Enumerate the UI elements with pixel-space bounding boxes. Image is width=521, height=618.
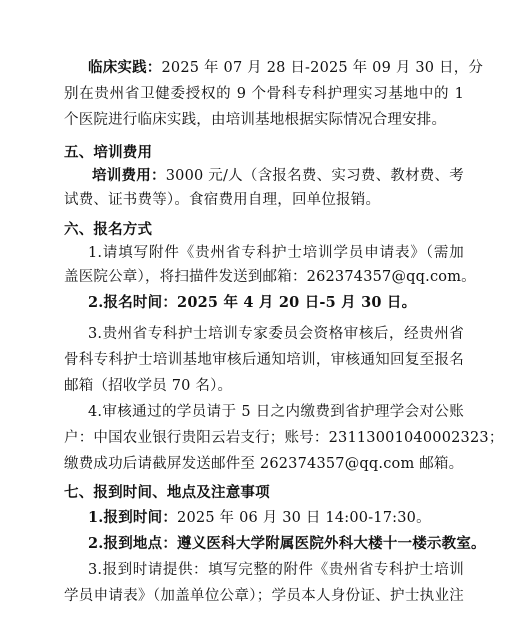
registration-item-3-line-2: 骨科专科护士培训基地审核后通知培训，审核通知回复至报名 (64, 352, 464, 368)
fee-text: 3000 元/人（含报名费、实习费、教材费、考 (165, 168, 464, 184)
registration-item-2: 2.报名时间：2025 年 4 月 20 日-5 月 30 日。 (88, 294, 417, 311)
fee-label: 培训费用： (92, 167, 166, 184)
registration-item-1-line-1: 1.请填写附件《贵州省专科护士培训学员申请表》（需加 (88, 245, 464, 261)
clinical-practice-line-3: 个医院进行临床实践，由培训基地根据实际情况合理安排。 (64, 112, 447, 128)
checkin-item-3-line-1: 3.报到时请提供：填写完整的附件《贵州省专科护士培训 (88, 562, 464, 578)
registration-item-1-line-2: 盖医院公章），将扫描件发送到邮箱：262374357@qq.com。 (64, 269, 476, 285)
registration-item-3-line-1: 3.贵州省专科护士培训专家委员会资格审核后，经贵州省 (88, 326, 464, 342)
registration-item-4-line-2: 户：中国农业银行贵阳云岩支行；账号：23113001040002323； (64, 430, 504, 446)
section-5-heading: 五、培训费用 (64, 144, 153, 161)
checkin-time-label: 1.报到时间： (88, 509, 178, 526)
section-7-heading: 七、报到时间、地点及注意事项 (64, 484, 270, 501)
registration-item-3-line-3: 邮箱（招收学员 70 名）。 (64, 378, 233, 394)
registration-item-4-line-3: 缴费成功后请截屏发送邮件至 262374357@qq.com 邮箱。 (64, 456, 464, 472)
checkin-item-1 (88, 508, 464, 528)
fee-line-1 (92, 166, 464, 186)
checkin-time-text: 2025 年 06 月 30 日 14:00-17:30。 (177, 510, 431, 526)
clinical-practice-dates: 2025 年 07 月 28 日-2025 年 09 月 30 日，分 (161, 60, 484, 76)
clinical-practice-line-1 (88, 58, 484, 78)
fee-line-2: 试费、证书费等）。食宿费用自理，回单位报销。 (64, 192, 381, 208)
clinical-practice-label: 临床实践： (88, 59, 162, 76)
checkin-item-2: 2.报到地点：遵义医科大学附属医院外科大楼十一楼示教室。 (88, 535, 486, 552)
section-6-heading: 六、报名方式 (64, 221, 153, 238)
clinical-practice-line-2: 别在贵州省卫健委授权的 9 个骨科专科护理实习基地中的 1 (64, 86, 464, 102)
registration-item-4-line-1: 4.审核通过的学员请于 5 日之内缴费到省护理学会对公账 (88, 404, 464, 420)
checkin-item-3-line-2: 学员申请表》（加盖单位公章）；学员本人身份证、护士执业注 (64, 588, 464, 604)
